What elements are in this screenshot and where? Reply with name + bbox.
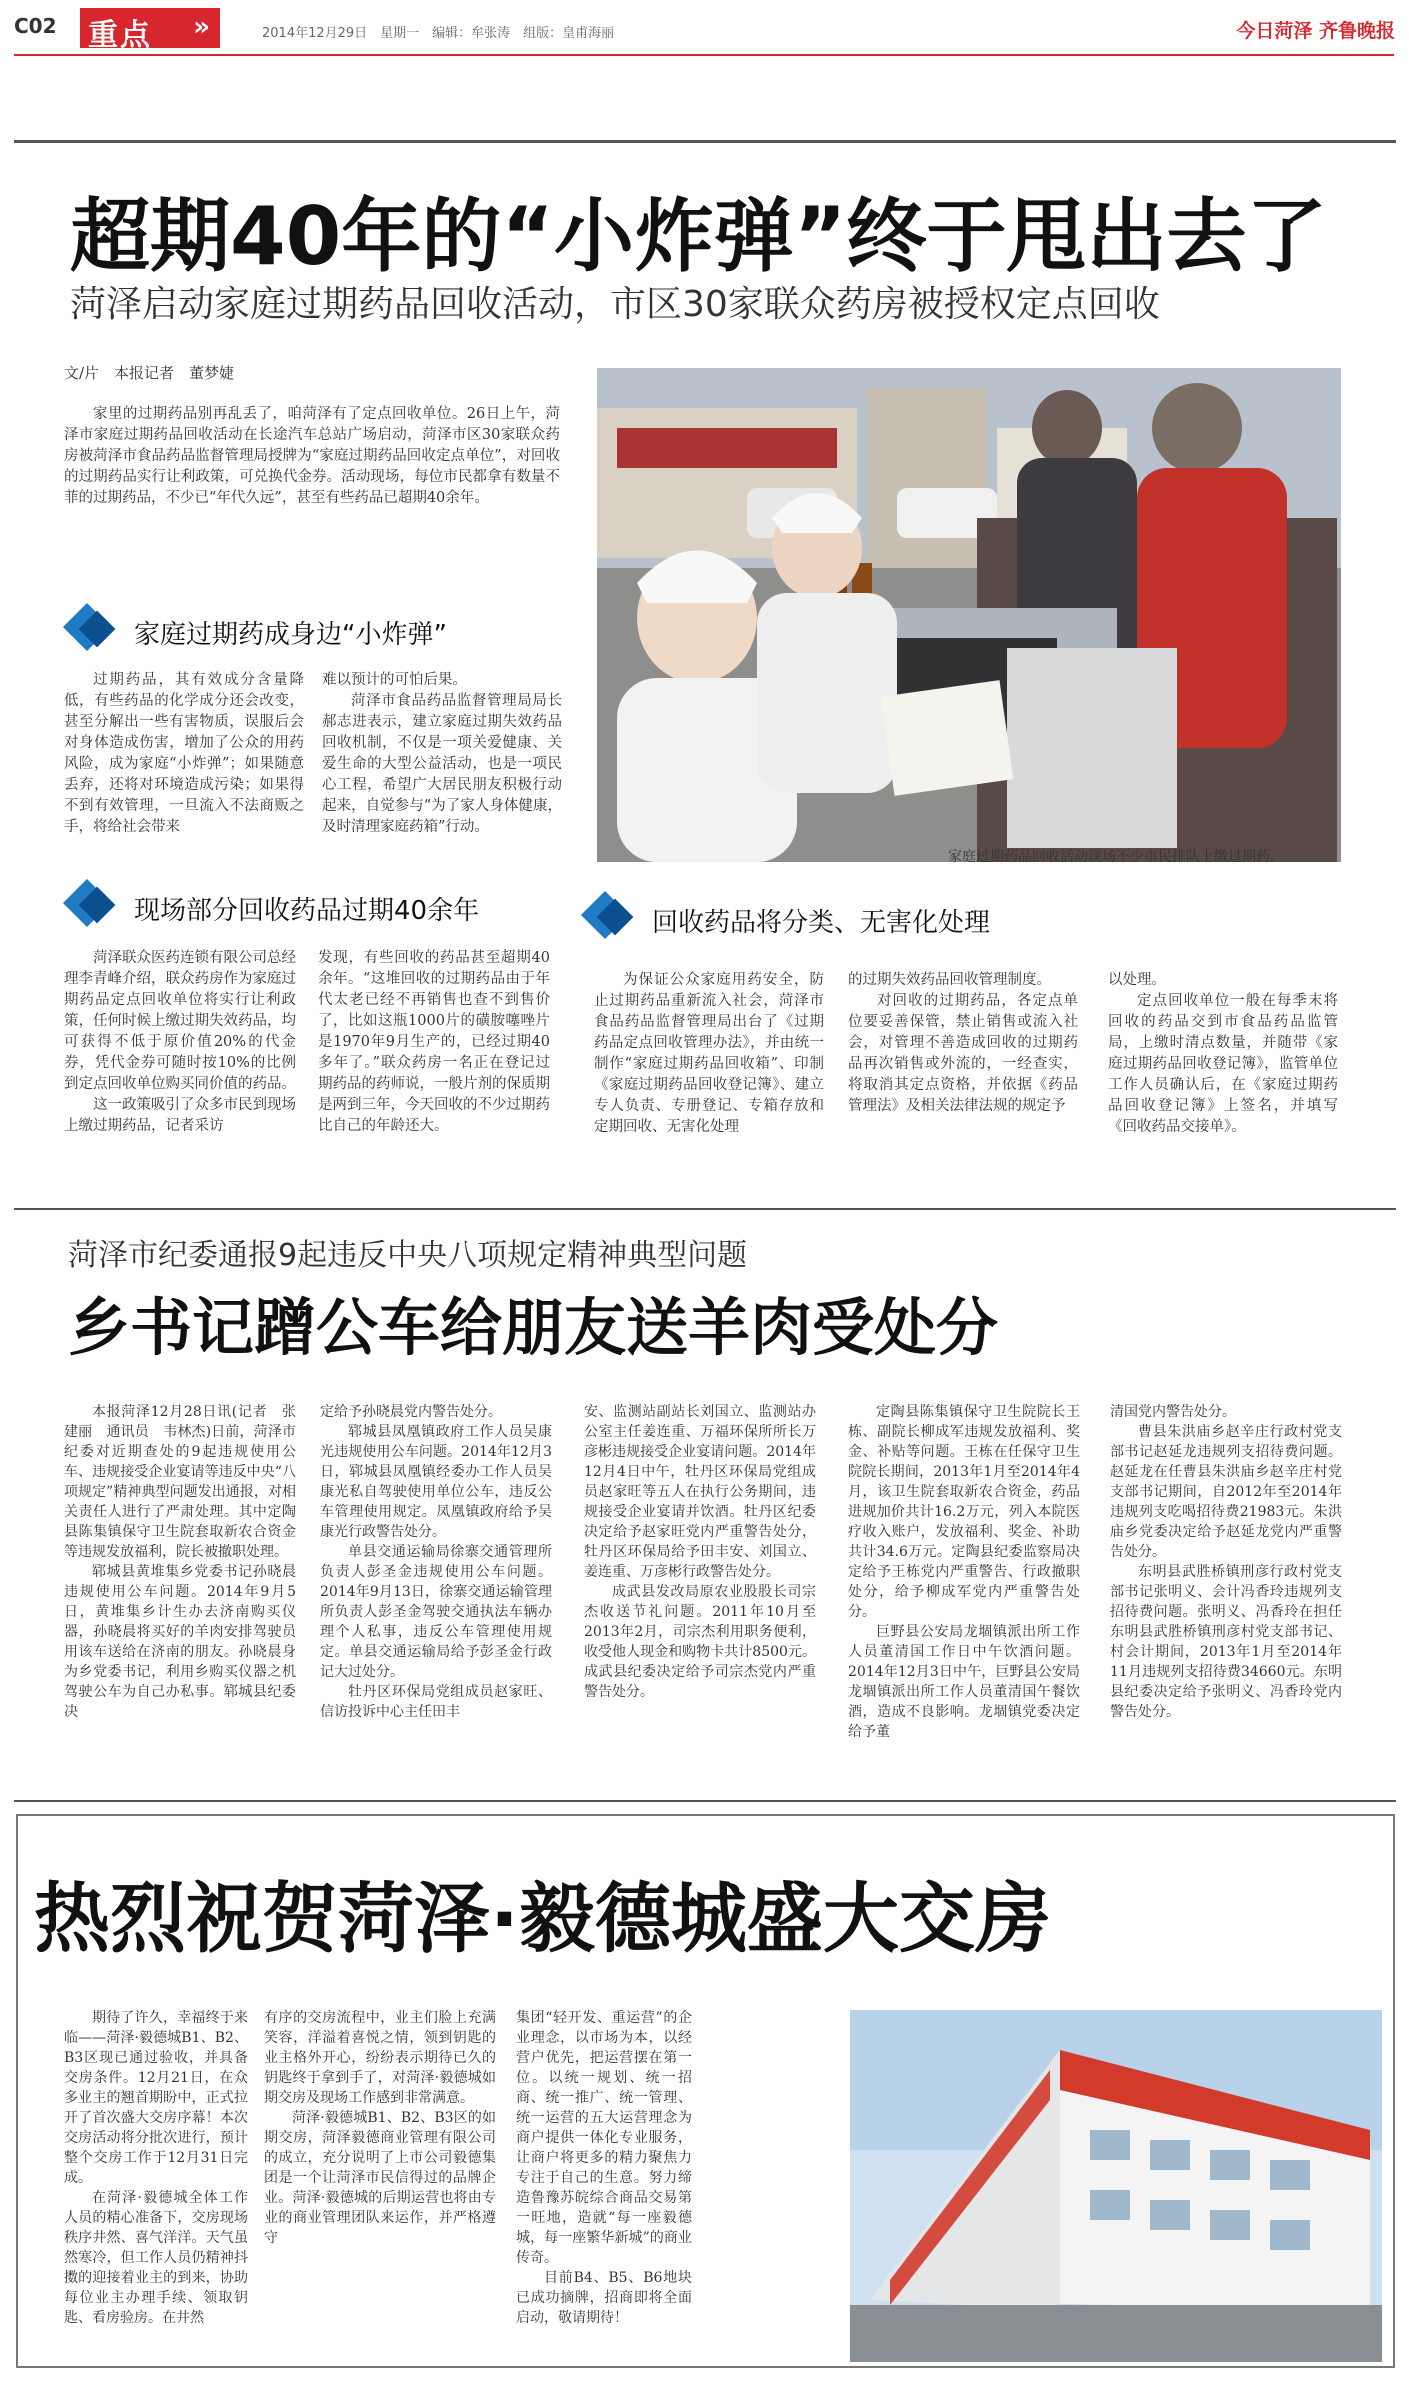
- story3-col1: [64, 2008, 248, 2328]
- paragraph: 本报菏泽12月28日讯(记者 张建丽 通讯员 韦林杰)日前，菏泽市纪委对近期查处的9起违规使用公车、违规接受企业宴请等违反中央“八项规定”精神典型问题发出通报，对相关责任人进行了严肃处理。其中定陶县陈集镇保守卫生院套取新农合资金等违规发放福利，院长被撤职处理。: [64, 1404, 296, 1560]
- story3-col3: [516, 2008, 692, 2328]
- section2-col2: [318, 948, 550, 1137]
- lead-paragraph: [64, 404, 560, 509]
- subhead-3-title: 回收药品将分类、无害化处理: [652, 908, 991, 938]
- paragraph: 菏泽·毅德城B1、B2、B3区的如期交房，菏泽毅德商业管理有限公司的成立，充分说明了上市公司毅德集团是一个让菏泽市民信得过的品牌企业。菏泽·毅德城的后期运营也将由专业的商业管理团队来运作，并严格遵守: [264, 2110, 496, 2246]
- paragraph: 期待了许久，幸福终于来临——菏泽·毅德城B1、B2、B3区现已通过验收，并具备交房条件。12月21日，在众多业主的翘首期盼中，正式拉开了首次盛大交房序幕！本次交房活动将分批次进行，预计整个交房工作于12月31日完成。: [64, 2010, 248, 2186]
- story3-col2: [264, 2008, 496, 2248]
- paragraph: 集团“轻开发、重运营”的企业理念，以市场为本，以经营户优先，把运营摆在第一位。以统一规划、统一招商、统一推广、统一管理、统一运营的五大运营理念为商户提供一体化专业服务，让商户将更多的精力聚焦力专注于自己的生意。努力缔造鲁豫苏皖综合商品交易第一旺地，造就“每一座毅德城，每一座繁华新城”的商业传奇。: [516, 2010, 692, 2266]
- story2-col5: [1110, 1402, 1342, 1722]
- issue-meta: 2014年12月29日 星期一 编辑：牟张涛 组版：皇甫海丽: [262, 26, 615, 41]
- byline: 文/片 本报记者 董梦婕: [64, 364, 235, 382]
- subhead-2: [64, 880, 584, 930]
- paragraph: 发现，有些回收的药品甚至超期40余年。“这堆回收的过期药品由于年代太老已经不再销售也查不到售价了，比如这瓶1000片的磺胺噻唑片是1970年9月生产的，已经过期40多年了。”联众药房一名正在登记过期药品的药师说，一般片剂的保质期是两到三年，今天回收的不少过期药比自己的年龄还大。: [318, 950, 550, 1134]
- paragraph: 牡丹区环保局党组成员赵家旺、信访投诉中心主任田丰: [320, 1684, 552, 1720]
- section1-col1: [64, 670, 304, 838]
- paragraph: 定陶县陈集镇保守卫生院院长王栋、副院长柳成军违规发放福利、奖金、补贴等问题。王栋在任保守卫生院院长期间，2013年1月至2014年4月，该卫生院套取新农合资金，药品进规加价共计16.2万元，列入本院医疗收入账户，发放福利、奖金、补助共计34.6万元。定陶县纪委监察局决定给予王栋党内严重警告、行政撤职处分，给予柳成军党内严重警告处分。: [848, 1404, 1080, 1620]
- paragraph: 有序的交房流程中，业主们脸上充满笑容，洋溢着喜悦之情，领到钥匙的业主格外开心，纷纷表示期待已久的钥匙终于拿到手了，对菏泽·毅德城如期交房及现场工作感到非常满意。: [264, 2010, 496, 2106]
- paragraph: 定给予孙晓晨党内警告处分。: [320, 1404, 502, 1420]
- story3-top-rule: [14, 1800, 1396, 1802]
- paragraph: 菏泽市食品药品监督管理局局长郝志进表示，建立家庭过期失效药品回收机制，不仅是一项关爱健康、关爱生命的大型公益活动，也是一项民心工程，希望广大居民朋友积极行动起来，自觉参与“为了家人身体健康，及时清理家庭药箱”行动。: [322, 693, 562, 835]
- photo-caption: 家庭过期药品回收活动现场不少市民排队上缴过期药。: [948, 849, 1284, 865]
- story2-kicker: 菏泽市纪委通报9起违反中央八项规定精神典型问题: [68, 1238, 748, 1273]
- paragraph: 曹县朱洪庙乡赵辛庄行政村党支部书记赵延龙违规列支招待费问题。赵延龙在任曹县朱洪庙乡赵辛庄村党支部书记期间，自2012年至2014年违规列支吃喝招待费21983元。朱洪庙乡党委决定给予赵延龙党内严重警告处分。: [1110, 1424, 1342, 1560]
- paragraph: 定点回收单位一般在每季末将回收的药品交到市食品药品监管局，上缴时清点数量，并随带《家庭过期药品回收登记簿》，监管单位工作人员确认后，在《家庭过期药品回收登记簿》上签名，并填写《回收药品交接单》。: [1108, 993, 1338, 1135]
- subhead-1: [64, 604, 564, 654]
- paragraph: 清国党内警告处分。: [1110, 1404, 1236, 1420]
- story2-top-rule: [14, 1208, 1396, 1210]
- story2-col4: [848, 1402, 1080, 1742]
- paragraph: 的过期失效药品回收管理制度。: [848, 972, 1051, 988]
- paragraph: 巨野县公安局龙堌镇派出所工作人员董清国工作日中午饮酒问题。2014年12月3日中午，巨野县公安局龙堌镇派出所工作人员董清国午餐饮酒，造成不良影响。龙堌镇党委决定给予董: [848, 1624, 1080, 1740]
- story2-col1: [64, 1402, 296, 1722]
- story2-col2: [320, 1402, 552, 1722]
- building-photo: [850, 2010, 1382, 2362]
- masthead: [0, 0, 1409, 53]
- paragraph: 目前B4、B5、B6地块已成功摘牌，招商即将全面启动，敬请期待！: [516, 2270, 692, 2326]
- double-chevron-icon: »: [193, 12, 210, 42]
- paragraph: 这一政策吸引了众多市民到现场上缴过期药品，记者采访: [64, 1097, 296, 1134]
- story1-subheadline: 菏泽启动家庭过期药品回收活动，市区30家联众药房被授权定点回收: [70, 284, 1160, 325]
- story2-col3: [584, 1402, 816, 1702]
- diamond-bullet-icon: [582, 892, 632, 942]
- paragraph: 安、监测站副站长刘国立、监测站办公室主任姜连重、万福环保所所长万彦彬违规接受企业宴请问题。2014年12月4日中午，牡丹区环保局党组成员赵家旺等五人在执行公务期间，违规接受企业宴请并饮酒。牡丹区纪委决定给予赵家旺党内严重警告处分，牡丹区环保局给予田丰安、刘国立、姜连重、万彦彬行政警告处分。: [584, 1404, 816, 1580]
- section3-col3: [1108, 970, 1338, 1138]
- paragraph: 成武县发改局原农业股股长司宗杰收送节礼问题。2011年10月至2013年2月，司宗杰利用职务便利，收受他人现金和购物卡共计8500元。成武县纪委决定给予司宗杰党内严重警告处分。: [584, 1584, 816, 1700]
- paragraph: 郓城县凤凰镇政府工作人员吴康光违规使用公车问题。2014年12月3日，郓城县凤凰镇经委办工作人员吴康光私自驾驶使用单位公车，违反公车管理使用规定。凤凰镇政府给予吴康光行政警告处分。: [320, 1424, 552, 1540]
- section1-col2: [322, 670, 562, 838]
- section-badge: [80, 8, 220, 53]
- section-label: 重点: [88, 18, 152, 53]
- lead-text: 家里的过期药品别再乱丢了，咱菏泽有了定点回收单位。26日上午，菏泽市家庭过期药品回收活动在长途汽车总站广场启动，菏泽市区30家联众药房被菏泽市食品药品监督管理局授牌为“家庭过期药品回收定点单位”，对回收的过期药品实行让利政策，可兑换代金券。活动现场，每位市民都拿有数量不菲的过期药品，不少已“年代久远”，甚至有些药品已超期40余年。: [64, 406, 560, 506]
- story2-headline: 乡书记蹭公车给朋友送羊肉受处分: [68, 1291, 999, 1364]
- header-divider: [14, 54, 1394, 56]
- diamond-bullet-icon: [64, 604, 114, 654]
- paragraph: 以处理。: [1108, 972, 1166, 988]
- section3-col1: [594, 970, 824, 1138]
- paragraph: 难以预计的可怕后果。: [322, 672, 467, 688]
- paragraph: 菏泽联众医药连锁有限公司总经理李青峰介绍，联众药房作为家庭过期药品定点回收单位将实行让利政策，任何时候上缴过期失效药品，均可获得不低于原价值20%的代金券，凭代金券可随时按10%的比例到定点回收单位购买同价值的药品。: [64, 950, 296, 1092]
- newspaper-brand: 今日菏泽 齐鲁晚报: [1236, 20, 1395, 42]
- subhead-1-title: 家庭过期药成身边“小炸弹”: [134, 620, 447, 650]
- story-top-rule: [14, 140, 1396, 143]
- paragraph: 在菏泽·毅德城全体工作人员的精心准备下，交房现场秩序井然、喜气洋洋。天气虽然寒冷，但工作人员仍精神抖擞的迎接着业主的到来，协助每位业主办理手续、领取钥匙、看房验房。在井然: [64, 2190, 248, 2326]
- paragraph: 对回收的过期药品，各定点单位要妥善保管，禁止销售或流入社会，对管理不善造成回收的过期药品再次销售或外流的，一经查实，将取消其定点资格，并依据《药品管理法》及相关法律法规的规定予: [848, 993, 1078, 1114]
- paragraph: 东明县武胜桥镇刑彦行政村党支部书记张明义、会计冯香玲违规列支招待费问题。张明义、冯香玲在担任东明县武胜桥镇刑彦村党支部书记、村会计期间，2013年1月至2014年11月违规列支招待费34660元。东明县纪委决定给予张明义、冯香玲党内警告处分。: [1110, 1564, 1342, 1720]
- page-number: C02: [14, 14, 57, 38]
- news-photo: [597, 368, 1341, 862]
- diamond-bullet-icon: [64, 880, 114, 930]
- section2-col1: [64, 948, 296, 1137]
- subhead-2-title: 现场部分回收药品过期40余年: [134, 896, 480, 926]
- paragraph: 为保证公众家庭用药安全，防止过期药品重新流入社会，菏泽市食品药品监督管理局出台了《过期药品定点回收管理办法》，并由统一制作“家庭过期药品回收箱”、印制《家庭过期药品回收登记簿》、建立专人负责、专册登记、专箱存放和定期回收、无害化处理: [594, 972, 824, 1135]
- section3-col2: [848, 970, 1078, 1117]
- story1-headline: 超期40年的“小炸弹”终于甩出去了: [70, 190, 1327, 283]
- story3-headline: 热烈祝贺菏泽·毅德城盛大交房: [34, 1874, 1051, 1963]
- subhead-3: [582, 892, 1142, 942]
- paragraph: 过期药品，其有效成分含量降低，有些药品的化学成分还会改变，甚至分解出一些有害物质，误服后会对身体造成伤害，增加了公众的用药风险，成为家庭“小炸弹”；如果随意丢弃，还将对环境造成污染；如果得不到有效管理，一旦流入不法商贩之手，将给社会带来: [64, 672, 304, 835]
- paragraph: 郓城县黄堆集乡党委书记孙晓晨违规使用公车问题。2014年9月5日，黄堆集乡计生办去济南购买仪器，孙晓晨将买好的羊肉安排驾驶员用该车送给在济南的朋友。孙晓晨身为乡党委书记，利用乡购买仪器之机驾驶公车为自己办私事。郓城县纪委决: [64, 1564, 296, 1720]
- paragraph: 单县交通运输局徐寨交通管理所负责人彭圣金违规使用公车问题。2014年9月13日，徐寨交通运输管理所负责人彭圣金驾驶交通执法车辆办理个人私事，违反公车管理使用规定。单县交通运输局给予彭圣金行政记大过处分。: [320, 1544, 552, 1680]
